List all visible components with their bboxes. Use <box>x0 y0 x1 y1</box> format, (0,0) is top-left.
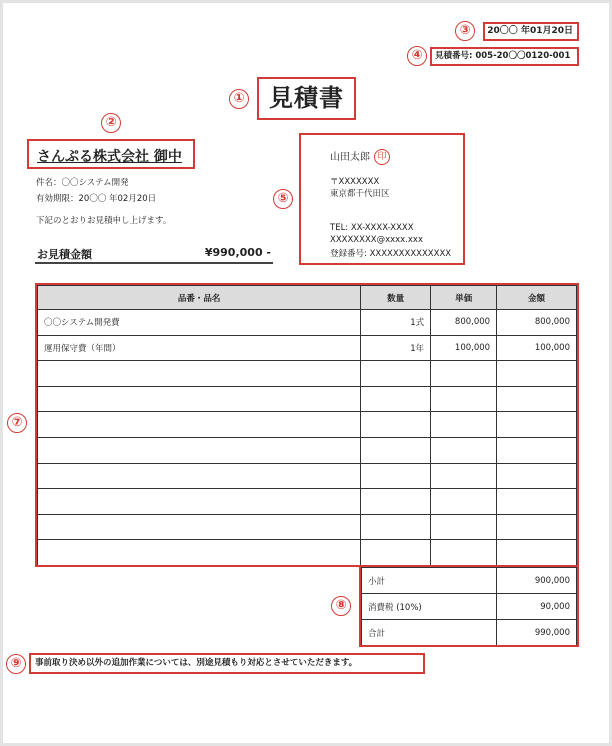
annotation-marker-5: ⑤ <box>273 189 293 209</box>
table-row <box>38 335 577 361</box>
total-amount-row <box>35 242 273 264</box>
client-name: さんぷる株式会社 御中 <box>37 149 182 165</box>
empty-table-row <box>38 463 577 489</box>
empty-table-row <box>38 361 577 387</box>
item-unit-price: 100,000 <box>431 335 497 361</box>
total-amount-label: お見積金額 <box>37 248 92 261</box>
item-unit-price: 800,000 <box>431 310 497 336</box>
empty-table-row <box>38 489 577 515</box>
summary-row-tax <box>362 594 577 620</box>
item-name: 〇〇システム開発費 <box>38 310 361 336</box>
annotation-marker-1: ① <box>229 89 249 109</box>
issuer-address: 東京都千代田区 <box>330 189 390 199</box>
item-quantity: 1年 <box>361 335 431 361</box>
item-amount: 100,000 <box>497 335 577 361</box>
annotation-marker-4: ④ <box>407 46 427 66</box>
valid-until-line: 有効期限：20〇〇 年02月20日 <box>36 194 157 204</box>
client-box <box>27 139 195 169</box>
tax-value: 90,000 <box>497 594 577 620</box>
subtotal-value: 900,000 <box>497 568 577 594</box>
item-quantity: 1式 <box>361 310 431 336</box>
annotation-marker-3: ③ <box>455 21 475 41</box>
header-item-name: 品番・品名 <box>38 286 361 310</box>
issuer-postal: 〒XXXXXXX <box>330 177 380 187</box>
issuer-name: 山田太郎 <box>330 152 370 163</box>
summary-table <box>361 567 577 646</box>
document-number: 見積番号: 005-20〇〇0120-001 <box>430 47 579 66</box>
summary-row-total <box>362 620 577 646</box>
subject-line: 件名：〇〇システム開発 <box>36 178 129 188</box>
issuer-email: XXXXXXXX@xxxx.xxx <box>330 235 423 245</box>
grand-total-label: 合計 <box>362 620 497 646</box>
tax-label: 消費税 (10%) <box>362 594 497 620</box>
seal-icon: 印 <box>374 149 390 165</box>
empty-table-row <box>38 386 577 412</box>
subtotal-label: 小計 <box>362 568 497 594</box>
annotation-marker-2: ② <box>101 113 121 133</box>
empty-table-row <box>38 412 577 438</box>
empty-table-row <box>38 437 577 463</box>
header-unit-price: 単価 <box>431 286 497 310</box>
issuer-name-row <box>330 148 390 165</box>
table-row <box>38 310 577 336</box>
annotation-marker-9: ⑨ <box>6 654 26 674</box>
issuer-tel: TEL: XX-XXXX-XXXX <box>330 223 414 233</box>
issuer-registration: 登録番号: XXXXXXXXXXXXXX <box>330 249 452 259</box>
items-table <box>37 285 577 566</box>
total-amount-value: ¥990,000 - <box>204 246 271 259</box>
document-title: 見積書 <box>257 77 356 120</box>
issue-date: 20〇〇 年01月20日 <box>483 22 579 41</box>
item-name: 運用保守費（年間） <box>38 335 361 361</box>
issuer-box <box>299 133 465 265</box>
annotation-marker-8: ⑧ <box>331 596 351 616</box>
annotation-marker-7: ⑦ <box>7 413 27 433</box>
items-header-row <box>38 286 577 310</box>
empty-table-row <box>38 540 577 566</box>
intro-line: 下記のとおりお見積申し上げます。 <box>36 216 172 226</box>
remarks-note: 事前取り決め以外の追加作業については、別途見積もり対応とさせていただきます。 <box>29 653 425 674</box>
grand-total-value: 990,000 <box>497 620 577 646</box>
header-quantity: 数量 <box>361 286 431 310</box>
summary-row-subtotal <box>362 568 577 594</box>
empty-table-row <box>38 514 577 540</box>
item-amount: 800,000 <box>497 310 577 336</box>
header-amount: 金額 <box>497 286 577 310</box>
